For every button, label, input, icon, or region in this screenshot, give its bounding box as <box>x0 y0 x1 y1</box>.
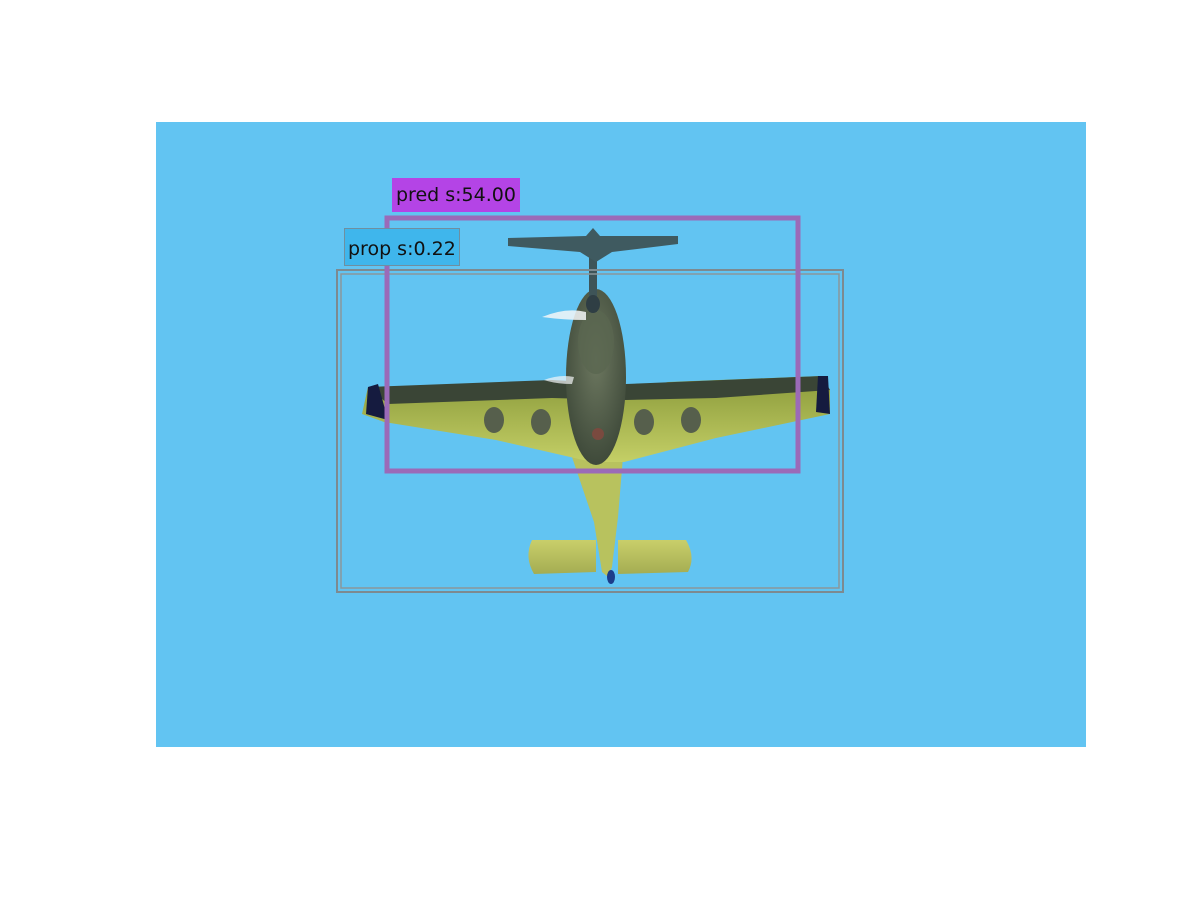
proposal-label: prop s:0.22 <box>344 228 460 266</box>
proposal-box <box>337 270 843 592</box>
prediction-label: pred s:54.00 <box>392 178 520 212</box>
proposal-box-inner <box>341 274 839 588</box>
